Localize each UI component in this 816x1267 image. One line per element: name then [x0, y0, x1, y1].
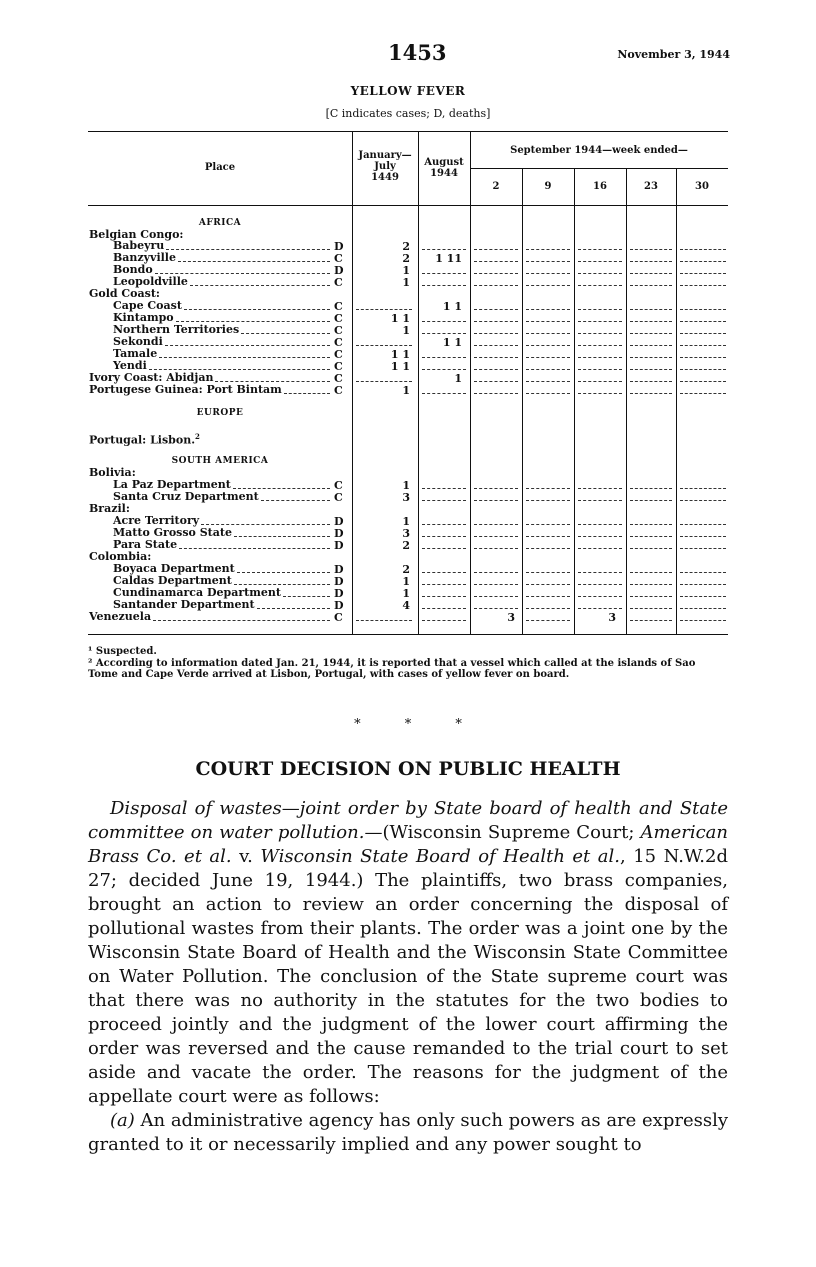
empty-cell-leader [630, 572, 672, 573]
leader-dots [241, 333, 330, 334]
place-label: Santa Cruz Department [113, 490, 259, 503]
case-death-code: C [334, 276, 343, 289]
page-header [0, 38, 816, 68]
empty-cell-leader [422, 596, 466, 597]
empty-cell-leader [526, 285, 570, 286]
leader-dots [284, 393, 330, 394]
case-death-code: D [334, 527, 344, 540]
col-header-week: 30 [695, 181, 709, 192]
table-row-place: Portugal: Lisbon.$^2$ [89, 432, 200, 447]
cell-value: 2 [402, 563, 410, 576]
empty-cell-leader [356, 309, 412, 310]
empty-cell-leader [680, 536, 726, 537]
empty-cell-leader [630, 584, 672, 585]
empty-cell-leader [474, 309, 518, 310]
place-label: Babeyru [113, 239, 165, 252]
empty-cell-leader [680, 524, 726, 525]
table-title: YELLOW FEVER [350, 84, 466, 98]
empty-cell-leader [680, 500, 726, 501]
col-header-place: Place [204, 162, 236, 173]
leader-dots [201, 524, 330, 525]
empty-cell-leader [578, 596, 622, 597]
case-death-code: C [334, 348, 343, 361]
empty-cell-leader [422, 393, 466, 394]
cell-value: 1 1 [442, 336, 462, 349]
place-label: Gold Coast: [89, 287, 160, 300]
place-label: Sekondi [113, 335, 163, 348]
col-header-august [418, 157, 470, 179]
empty-cell-leader [422, 285, 466, 286]
place-label: Para State [113, 538, 178, 551]
empty-cell-leader [630, 369, 672, 370]
empty-cell-leader [422, 524, 466, 525]
empty-cell-leader [578, 500, 622, 501]
empty-cell-leader [630, 333, 672, 334]
leader-dots [166, 249, 330, 250]
case-death-code: C [334, 479, 343, 492]
empty-cell-leader [526, 500, 570, 501]
empty-cell-leader [474, 333, 518, 334]
empty-cell-leader [680, 357, 726, 358]
empty-cell-leader [526, 608, 570, 609]
cell-value: 3 [507, 611, 515, 624]
place-label: Kintampo [113, 311, 174, 324]
place-label: Acre Territory [113, 514, 200, 527]
case-death-code: D [334, 539, 344, 552]
table-subtitle: [C indicates cases; D, deaths] [325, 107, 491, 120]
empty-cell-leader [578, 249, 622, 250]
place-label: Matto Grosso State [113, 526, 232, 539]
col-header-jan-jul [352, 150, 418, 183]
empty-cell-leader [578, 393, 622, 394]
case-death-code: D [334, 575, 344, 588]
empty-cell-leader [680, 488, 726, 489]
cell-value: 1 1 [390, 312, 410, 325]
page-number: 1453 [388, 40, 447, 65]
col-divider [418, 131, 419, 634]
case-death-code: C [334, 300, 343, 313]
empty-cell-leader [526, 596, 570, 597]
empty-cell-leader [526, 333, 570, 334]
empty-cell-leader [680, 620, 726, 621]
empty-cell-leader [526, 249, 570, 250]
empty-cell-leader [526, 345, 570, 346]
empty-cell-leader [422, 536, 466, 537]
empty-cell-leader [474, 536, 518, 537]
cell-value: 2 [402, 240, 410, 253]
case-death-code: C [334, 372, 343, 385]
empty-cell-leader [630, 596, 672, 597]
empty-cell-leader [526, 584, 570, 585]
section-separator: * * * [354, 717, 462, 732]
cell-value: 1 [402, 264, 410, 277]
footnote-2: ² According to information dated Jan. 21, 1944, it is reported that a vessel which called at the islands of Sao Tome and Cape Verde arrived at Lisbon, Portugal, with cases of yellow fever on board. [88, 658, 696, 680]
empty-cell-leader [422, 584, 466, 585]
empty-cell-leader [680, 596, 726, 597]
case-party: Wisconsin State Board of Health et al. [260, 846, 620, 867]
empty-cell-leader [474, 500, 518, 501]
empty-cell-leader [680, 333, 726, 334]
empty-cell-leader [680, 309, 726, 310]
cell-value: 1 [402, 575, 410, 588]
leader-dots [257, 608, 330, 609]
case-death-code: D [334, 240, 344, 253]
empty-cell-leader [630, 285, 672, 286]
empty-cell-leader [578, 309, 622, 310]
empty-cell-leader [422, 620, 466, 621]
empty-cell-leader [422, 357, 466, 358]
place-label: Bolivia: [89, 466, 136, 479]
col-header-week: 9 [544, 181, 552, 192]
empty-cell-leader [680, 548, 726, 549]
empty-cell-leader [526, 393, 570, 394]
empty-cell-leader [680, 261, 726, 262]
leader-dots [190, 285, 330, 286]
empty-cell-leader [630, 608, 672, 609]
empty-cell-leader [630, 249, 672, 250]
col-header-jan-jul-line: July [374, 161, 396, 172]
cell-value: 3 [402, 527, 410, 540]
empty-cell-leader [422, 369, 466, 370]
empty-cell-leader [526, 488, 570, 489]
empty-cell-leader [578, 488, 622, 489]
leader-dots [155, 273, 330, 274]
empty-cell-leader [680, 381, 726, 382]
cell-value: 1 1 [442, 300, 462, 313]
place-label: Colombia: [89, 550, 152, 563]
page-date: November 3, 1944 [617, 48, 730, 61]
col-divider [574, 168, 575, 634]
case-death-code: D [334, 515, 344, 528]
empty-cell-leader [630, 536, 672, 537]
empty-cell-leader [474, 584, 518, 585]
place-label: Northern Territories [113, 323, 240, 336]
empty-cell-leader [630, 500, 672, 501]
text-run: —(Wisconsin Supreme Court; [364, 822, 641, 843]
col-header-september: September 1944—week ended— [510, 145, 688, 156]
place-label: Cundinamarca Department [113, 586, 281, 599]
empty-cell-leader [474, 393, 518, 394]
empty-cell-leader [474, 321, 518, 322]
place-label: Ivory Coast: Abidjan [89, 371, 214, 384]
case-death-code: D [334, 264, 344, 277]
empty-cell-leader [474, 249, 518, 250]
empty-cell-leader [474, 596, 518, 597]
empty-cell-leader [474, 524, 518, 525]
col-header-jan-jul-line: 1449 [371, 172, 399, 183]
col-divider [522, 168, 523, 634]
cell-value: 1 [402, 587, 410, 600]
empty-cell-leader [356, 345, 412, 346]
empty-cell-leader [578, 584, 622, 585]
empty-cell-leader [578, 608, 622, 609]
place-label: Portugal: Lisbon. [89, 433, 196, 447]
empty-cell-leader [422, 572, 466, 573]
empty-cell-leader [526, 321, 570, 322]
leader-dots [179, 548, 330, 549]
leader-dots [215, 381, 330, 382]
leader-dots [153, 620, 330, 621]
empty-cell-leader [630, 393, 672, 394]
case-death-code: C [334, 360, 343, 373]
empty-cell-leader [630, 261, 672, 262]
empty-cell-leader [578, 524, 622, 525]
leader-dots [283, 596, 330, 597]
cell-value: 3 [402, 491, 410, 504]
place-label: Caldas Department [113, 574, 232, 587]
empty-cell-leader [526, 620, 570, 621]
text-run: v. [231, 846, 261, 867]
case-death-code: D [334, 599, 344, 612]
col-header-week: 16 [593, 181, 607, 192]
place-label: Boyaca Department [113, 562, 235, 575]
cell-value: 1 1 [390, 348, 410, 361]
empty-cell-leader [474, 285, 518, 286]
leader-dots [178, 261, 330, 262]
empty-cell-leader [422, 273, 466, 274]
empty-cell-leader [474, 369, 518, 370]
cell-value: 1 1 [390, 360, 410, 373]
sept-subheader-rule [470, 168, 728, 169]
cell-value: 1 11 [435, 252, 462, 265]
empty-cell-leader [630, 488, 672, 489]
empty-cell-leader [474, 572, 518, 573]
table-top-rule [88, 131, 728, 132]
empty-cell-leader [680, 249, 726, 250]
empty-cell-leader [526, 309, 570, 310]
empty-cell-leader [630, 273, 672, 274]
empty-cell-leader [578, 321, 622, 322]
empty-cell-leader [630, 321, 672, 322]
leader-dots [261, 500, 330, 501]
article-heading: COURT DECISION ON PUBLIC HEALTH [195, 758, 621, 780]
empty-cell-leader [680, 285, 726, 286]
cell-value: 2 [402, 539, 410, 552]
place-label: Brazil: [89, 502, 130, 515]
empty-cell-leader [526, 369, 570, 370]
place-label: Banzyville [113, 251, 176, 264]
article-body [88, 797, 728, 1157]
text-run: , 15 N.W.2d 27; decided June 19, 1944.) The plaintiffs, two brass companies, brought an action to review an order concerning the disposal of pollutional wastes from their plants. The order was a joint one by the Wisconsin State Board of Health and the Wisconsin State Committee on Water Pollution. The conclusion of the State supreme court was that there was no authority in the statutes for the two bodies to proceed jointly and the judgment of the lower court affirming the order was reversed and the cause remanded to the trial court to set aside and vacate the order. The reasons for the judgment of the appellate court were as follows: [88, 846, 728, 1107]
empty-cell-leader [680, 584, 726, 585]
place-label: Tamale [113, 347, 158, 360]
col-header-august-line: 1944 [430, 168, 458, 179]
place-label: Yendi [113, 359, 147, 372]
col-header-august-line: August [424, 157, 464, 168]
empty-cell-leader [630, 620, 672, 621]
empty-cell-leader [578, 548, 622, 549]
empty-cell-leader [422, 321, 466, 322]
cell-value: 1 [402, 324, 410, 337]
text-run: An administrative agency has only such powers as are expressly granted to it or necessarily implied and any power sought to [88, 1110, 729, 1155]
place-label: Bondo [113, 263, 153, 276]
empty-cell-leader [474, 261, 518, 262]
empty-cell-leader [422, 500, 466, 501]
leader-dots [237, 572, 330, 573]
empty-cell-leader [526, 572, 570, 573]
empty-cell-leader [422, 548, 466, 549]
table-header-rule [88, 205, 728, 206]
place-label: Portugese Guinea: Port Bintam [89, 383, 282, 396]
empty-cell-leader [526, 536, 570, 537]
empty-cell-leader [526, 273, 570, 274]
empty-cell-leader [526, 524, 570, 525]
col-header-jan-jul-line: January— [358, 150, 412, 161]
empty-cell-leader [474, 488, 518, 489]
empty-cell-leader [422, 249, 466, 250]
cell-value: 1 [402, 384, 410, 397]
case-death-code: C [334, 384, 343, 397]
col-divider [676, 168, 677, 634]
empty-cell-leader [578, 369, 622, 370]
empty-cell-leader [356, 381, 412, 382]
empty-cell-leader [680, 345, 726, 346]
col-header-week: 2 [492, 181, 500, 192]
empty-cell-leader [422, 488, 466, 489]
col-divider [352, 131, 353, 634]
footnote-1: ¹ Suspected. [88, 646, 157, 657]
empty-cell-leader [630, 309, 672, 310]
empty-cell-leader [680, 608, 726, 609]
empty-cell-leader [474, 381, 518, 382]
empty-cell-leader [578, 536, 622, 537]
case-death-code: D [334, 563, 344, 576]
empty-cell-leader [578, 285, 622, 286]
case-death-code: D [334, 587, 344, 600]
cell-value: 3 [608, 611, 616, 624]
cell-value: 2 [402, 252, 410, 265]
empty-cell-leader [422, 333, 466, 334]
section-south-america: SOUTH AMERICA [171, 456, 269, 466]
section-africa: AFRICA [198, 218, 242, 228]
empty-cell-leader [680, 393, 726, 394]
place-label: Belgian Congo: [89, 228, 184, 241]
empty-cell-leader [474, 357, 518, 358]
empty-cell-leader [578, 333, 622, 334]
empty-cell-leader [474, 608, 518, 609]
empty-cell-leader [578, 273, 622, 274]
empty-cell-leader [630, 381, 672, 382]
case-death-code: C [334, 324, 343, 337]
empty-cell-leader [526, 357, 570, 358]
case-death-code: C [334, 611, 343, 624]
leader-dots [234, 584, 330, 585]
empty-cell-leader [630, 524, 672, 525]
table-bottom-rule [88, 634, 728, 635]
cell-value: 1 [402, 276, 410, 289]
leader-dots [184, 309, 330, 310]
empty-cell-leader [630, 345, 672, 346]
cell-value: 1 [402, 515, 410, 528]
case-death-code: C [334, 312, 343, 325]
empty-cell-leader [680, 273, 726, 274]
col-divider [626, 168, 627, 634]
cell-value: 4 [402, 599, 410, 612]
article-paragraph-1 [88, 797, 728, 1109]
empty-cell-leader [578, 572, 622, 573]
empty-cell-leader [578, 345, 622, 346]
leader-dots [234, 536, 330, 537]
empty-cell-leader [630, 357, 672, 358]
place-label: La Paz Department [113, 478, 231, 491]
leader-dots [165, 345, 330, 346]
empty-cell-leader [680, 369, 726, 370]
list-label: (a) [110, 1110, 135, 1131]
empty-cell-leader [526, 381, 570, 382]
col-divider [470, 131, 471, 634]
case-subject: Disposal of wastes—joint order by State board of health and State committee on water pollution. [88, 798, 728, 843]
place-label: Cape Coast [113, 299, 182, 312]
leader-dots [233, 488, 330, 489]
empty-cell-leader [474, 273, 518, 274]
section-europe: EUROPE [196, 408, 244, 418]
empty-cell-leader [526, 261, 570, 262]
place-label: Leopoldville [113, 275, 188, 288]
empty-cell-leader [474, 345, 518, 346]
case-death-code: C [334, 336, 343, 349]
empty-cell-leader [680, 572, 726, 573]
place-label: Santander Department [113, 598, 255, 611]
leader-dots [149, 369, 330, 370]
empty-cell-leader [680, 321, 726, 322]
empty-cell-leader [578, 357, 622, 358]
leader-dots [159, 357, 330, 358]
empty-cell-leader [578, 381, 622, 382]
cell-value: 1 [402, 479, 410, 492]
empty-cell-leader [526, 548, 570, 549]
case-party: American Brass Co. et al. [88, 822, 728, 867]
empty-cell-leader [630, 548, 672, 549]
empty-cell-leader [474, 548, 518, 549]
article-paragraph-2 [88, 1109, 728, 1157]
empty-cell-leader [422, 608, 466, 609]
empty-cell-leader [356, 620, 412, 621]
col-header-week: 23 [644, 181, 658, 192]
cell-value: 1 [454, 372, 462, 385]
empty-cell-leader [578, 261, 622, 262]
leader-dots [176, 321, 330, 322]
case-death-code: C [334, 252, 343, 265]
place-label: Venezuela [89, 610, 152, 623]
case-death-code: C [334, 491, 343, 504]
